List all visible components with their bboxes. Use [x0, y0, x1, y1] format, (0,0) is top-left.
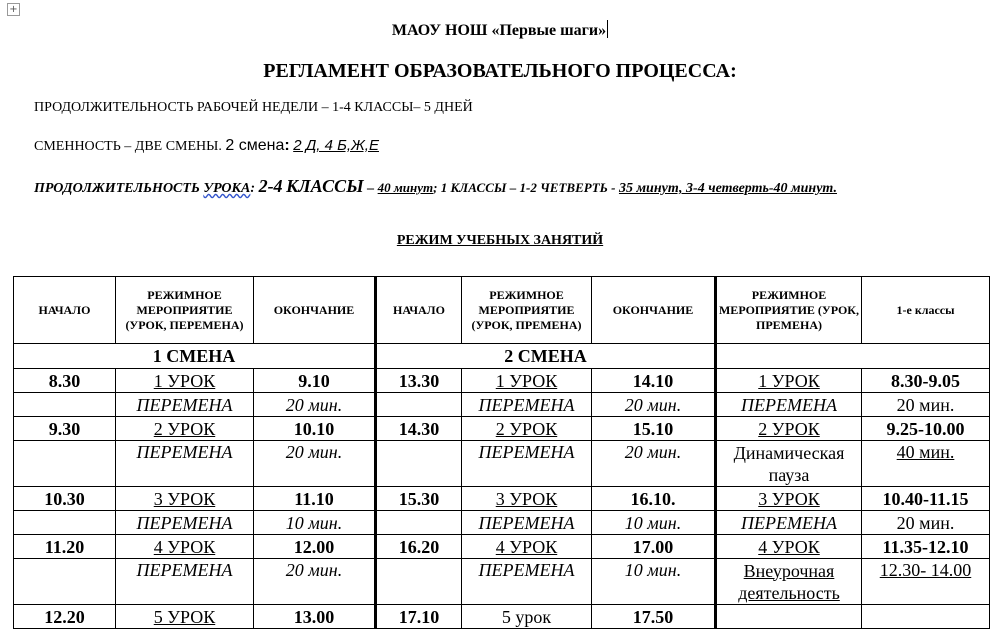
end-time: 16.10. [592, 487, 716, 511]
start-time [376, 393, 462, 417]
col-header-end-2: ОКОНЧАНИЕ [592, 277, 716, 344]
end-time: 11.10 [254, 487, 376, 511]
col-header-grade1: 1-е классы [862, 277, 990, 344]
break-label: ПЕРЕМЕНА [716, 393, 862, 417]
lesson-label: 4 УРОК [716, 535, 862, 559]
document-title: РЕГЛАМЕНТ ОБРАЗОВАТЕЛЬНОГО ПРОЦЕССА: [263, 60, 737, 82]
lesson-label: 5 урок [462, 605, 592, 629]
shift-row [14, 344, 990, 369]
lesson-label: 5 УРОК [116, 605, 254, 629]
col-header-event-3: РЕЖИМНОЕ МЕРОПРИЯТИЕ (УРОК, ПРЕМЕНА) [716, 277, 862, 344]
start-time [14, 511, 116, 535]
shifts-line: СМЕННОСТЬ – ДВЕ СМЕНЫ. 2 смена: 2 Д, 4 Б,Ж,Е [34, 137, 379, 154]
break-label: ПЕРЕМЕНА [116, 511, 254, 535]
start-time: 15.30 [376, 487, 462, 511]
start-time [376, 441, 462, 487]
lesson-label: 3 УРОК [716, 487, 862, 511]
lesson-label: 1 УРОК [462, 369, 592, 393]
col-header-start-2: НАЧАЛО [376, 277, 462, 344]
break-duration: 10 мин. [592, 559, 716, 605]
end-time: 17.00 [592, 535, 716, 559]
table-row [14, 535, 990, 559]
start-time: 10.30 [14, 487, 116, 511]
lesson-label: 3 УРОК [116, 487, 254, 511]
week-duration-line: ПРОДОЛЖИТЕЛЬНОСТЬ РАБОЧЕЙ НЕДЕЛИ – 1-4 КЛАССЫ– 5 ДНЕЙ [34, 100, 473, 115]
schedule-table [13, 276, 990, 629]
start-time: 17.10 [376, 605, 462, 629]
break-duration: 10 мин. [254, 511, 376, 535]
col-header-event-1: РЕЖИМНОЕ МЕРОПРИЯТИЕ (УРОК, ПЕРЕМЕНА) [116, 277, 254, 344]
break-label: ПЕРЕМЕНА [716, 511, 862, 535]
break-label: ПЕРЕМЕНА [116, 559, 254, 605]
lesson-label: 4 УРОК [462, 535, 592, 559]
end-time: 10.10 [254, 417, 376, 441]
table-anchor-icon[interactable]: + [7, 3, 20, 16]
lesson-label: 2 УРОК [462, 417, 592, 441]
school-name: МАОУ НОШ «Первые шаги» [391, 22, 607, 39]
start-time: 9.30 [14, 417, 116, 441]
shift-2-label: 2 СМЕНА [376, 344, 716, 369]
break-label: ПЕРЕМЕНА [462, 559, 592, 605]
empty-cell [862, 605, 990, 629]
break-duration: 10 мин. [592, 511, 716, 535]
break-label: ПЕРЕМЕНА [462, 511, 592, 535]
col-header-event-2: РЕЖИМНОЕ МЕРОПРИЯТИЕ (УРОК, ПРЕМЕНА) [462, 277, 592, 344]
start-time: 13.30 [376, 369, 462, 393]
time-range: 11.35-12.10 [862, 535, 990, 559]
header-row [14, 277, 990, 344]
lesson-label: 2 УРОК [716, 417, 862, 441]
table-row [14, 369, 990, 393]
time-range: 9.25-10.00 [862, 417, 990, 441]
time-range: 12.30- 14.00 [862, 559, 990, 605]
lesson-label: 3 УРОК [462, 487, 592, 511]
break-duration: 20 мин. [254, 393, 376, 417]
start-time: 16.20 [376, 535, 462, 559]
end-time: 12.00 [254, 535, 376, 559]
shift-empty [716, 344, 990, 369]
break-duration: 20 мин. [592, 393, 716, 417]
start-time [376, 511, 462, 535]
lesson-duration-line: ПРОДОЛЖИТЕЛЬНОСТЬ УРОКА: 2-4 КЛАССЫ – 40 минут; 1 КЛАССЫ – 1-2 ЧЕТВЕРТЬ - 35 минут, 3-4 четверть-40 минут. [34, 176, 837, 196]
break-label: ПЕРЕМЕНА [116, 441, 254, 487]
start-time: 12.20 [14, 605, 116, 629]
col-header-start-1: НАЧАЛО [14, 277, 116, 344]
break-duration: 20 мин. [254, 441, 376, 487]
break-duration: 20 мин. [254, 559, 376, 605]
table-row [14, 441, 990, 487]
start-time [376, 559, 462, 605]
extracurricular-label: Внеурочная деятельность [716, 559, 862, 605]
end-time: 9.10 [254, 369, 376, 393]
table-row [14, 487, 990, 511]
break-label: ПЕРЕМЕНА [462, 393, 592, 417]
col-header-end-1: ОКОНЧАНИЕ [254, 277, 376, 344]
start-time: 14.30 [376, 417, 462, 441]
lesson-label: 4 УРОК [116, 535, 254, 559]
break-duration: 20 мин. [862, 511, 990, 535]
dynamic-pause-label: Динамическая пауза [716, 441, 862, 487]
start-time: 11.20 [14, 535, 116, 559]
lesson-label: 1 УРОК [116, 369, 254, 393]
table-row [14, 605, 990, 629]
table-row [14, 559, 990, 605]
break-label: ПЕРЕМЕНА [116, 393, 254, 417]
end-time: 13.00 [254, 605, 376, 629]
lesson-label: 2 УРОК [116, 417, 254, 441]
start-time [14, 559, 116, 605]
shift-1-label: 1 СМЕНА [14, 344, 376, 369]
lesson-label: 1 УРОК [716, 369, 862, 393]
time-range: 10.40-11.15 [862, 487, 990, 511]
end-time: 17.50 [592, 605, 716, 629]
table-row [14, 511, 990, 535]
table-row [14, 393, 990, 417]
start-time [14, 393, 116, 417]
time-range: 8.30-9.05 [862, 369, 990, 393]
text-cursor [607, 20, 608, 38]
end-time: 15.10 [592, 417, 716, 441]
break-duration: 20 мин. [862, 393, 990, 417]
end-time: 14.10 [592, 369, 716, 393]
break-label: ПЕРЕМЕНА [462, 441, 592, 487]
break-duration: 20 мин. [592, 441, 716, 487]
empty-cell [716, 605, 862, 629]
start-time [14, 441, 116, 487]
start-time: 8.30 [14, 369, 116, 393]
break-duration: 40 мин. [862, 441, 990, 487]
table-row [14, 417, 990, 441]
regime-title: РЕЖИМ УЧЕБНЫХ ЗАНЯТИЙ [396, 233, 604, 248]
